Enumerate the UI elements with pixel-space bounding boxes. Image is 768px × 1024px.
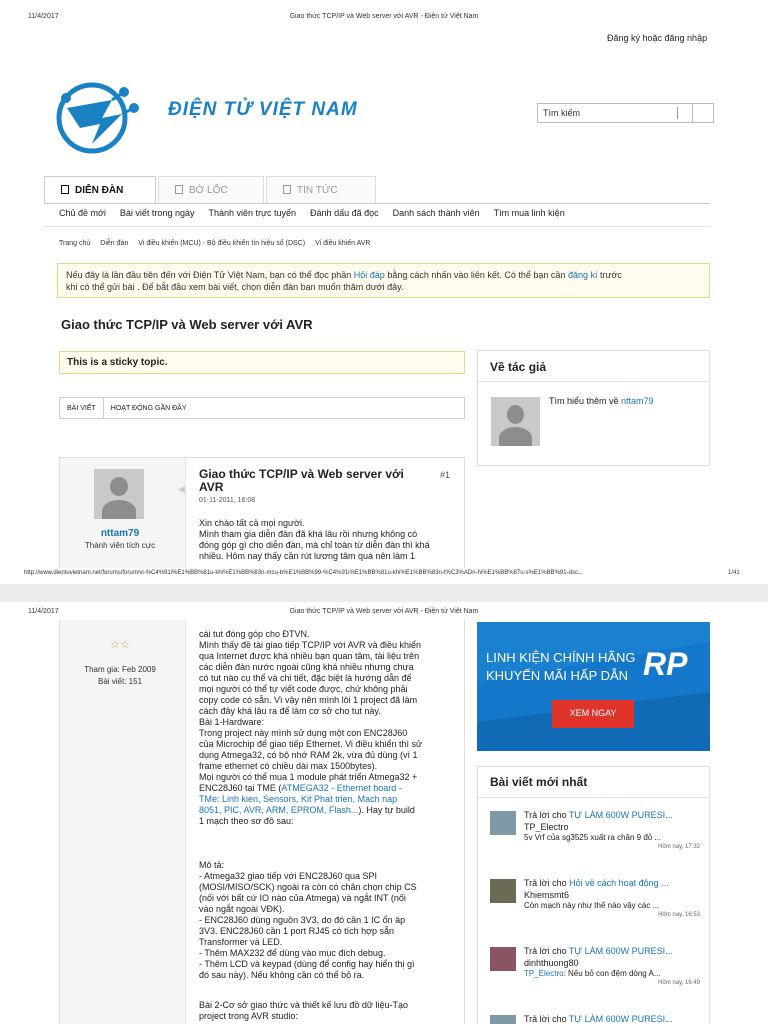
subnav-divider — [44, 226, 710, 227]
subnav-new-topics[interactable]: Chủ đề mới — [59, 208, 106, 218]
post-body-lesson2: Bài 2-Cơ sở giao thức và thiết kế lưu đồ dữ liệu-Tạo project trong AVR studio: — [199, 1000, 408, 1021]
post-container — [59, 457, 465, 568]
latest-item[interactable] — [490, 943, 700, 993]
item-topic-link[interactable]: Hỏi về cách hoạt động ... — [569, 878, 669, 888]
login-link[interactable]: Đăng ký hoặc đăng nhập — [607, 33, 708, 43]
welcome-notice — [57, 263, 710, 298]
breadcrumb-avr[interactable]: Vi điều khiển AVR — [315, 240, 371, 247]
post-title: Giao thức TCP/IP và Web server với AVR — [199, 467, 404, 494]
breadcrumb-home[interactable]: Trang chủ — [59, 240, 91, 247]
subnav-online-members[interactable]: Thành viên trực tuyến — [208, 208, 297, 218]
thread-title: Giao thức TCP/IP và Web server với AVR — [61, 317, 313, 332]
print-header-title: Giao thức TCP/IP và Web server với AVR - Điện tử Việt Nam — [289, 13, 479, 20]
ad-line1: LINH KIỆN CHÍNH HÃNG — [486, 650, 636, 665]
tme-product-link[interactable]: ATMEGA32 - Ethernet board - TMe: Linh kien, Sensors, Kit Phat trien, Mach nap 8051, PIC, AVR, ARM, EPROM, Flash... — [199, 783, 402, 815]
subnav-buy-parts[interactable]: Tìm mua linh kiện — [493, 208, 565, 218]
item-time: Hôm nay, 16:53 — [658, 912, 700, 918]
item-desc: : Nếu bỏ con đệm dòng A... — [563, 969, 661, 978]
post-date: 01-11-2011, 16:08 — [199, 497, 256, 504]
item-action: Trả lời cho — [524, 810, 569, 820]
tab-forum[interactable] — [44, 176, 156, 203]
ad-banner[interactable] — [477, 622, 710, 751]
item-thumbnail — [490, 1015, 516, 1024]
card-divider — [478, 381, 709, 382]
notice-text: bằng cách nhấn vào liên kết. Có thể bạn cần — [384, 270, 568, 280]
item-user-link[interactable]: TP_Electro — [524, 822, 569, 832]
print-footer-url: http://www.dientuvietnam.net/forums/forum/vi-%C4%91i%E1%BB%81u-khi%E1%BB%83n-mcu-b%E1%BB%99-%C4%91i%E1%BB%81u-khi%E1%BB%83n-t%C3%ADn-hi%E1%BB%87u-s%E1%BB%91-dsc... — [24, 570, 583, 576]
latest-item[interactable] — [490, 875, 700, 925]
card-divider — [478, 797, 709, 798]
post-body-description: Mô tả: - Atmega32 giao tiếp với ENC28J60 qua SPI (MOSI/MISO/SCK) ngoài ra còn có chân chọn chip CS (nối với bất cứ IO nào của Atmega) và ngắt INT (nối vào ngắt ngoài VĐK). - ENC28J60 dùng nguồn 3V3, do đó cần 1 IC ổn áp 3V3. ENC28J60 cần 1 port RJ45 có tích hợp sẵn Transformer và LED. - Thêm MAX232 để dùng vào mục đích debug. - Thêm LCD và keypad (dùng để config hay hiển thị gì đó sau này). Nếu không cần có thể bỏ ra. — [199, 860, 417, 980]
poster-username[interactable]: nttam79 — [100, 528, 140, 539]
page-break — [0, 584, 768, 602]
post-body-text: ). Hay tự build 1 mạch theo sơ đồ sau: — [199, 805, 415, 826]
poster-avatar[interactable] — [94, 469, 144, 519]
latest-item[interactable] — [490, 807, 700, 857]
tab-news-label: TIN TỨC — [297, 185, 338, 196]
forum-icon — [61, 185, 69, 194]
author-card-heading: Về tác giả — [490, 360, 547, 374]
post-number[interactable]: #1 — [440, 470, 451, 480]
post-body-text: cái tut đóng góp cho ĐTVN. Mình thấy đề tài giao tiếp TCP/IP với AVR và điều khiển qua Internet được khá nhiều bạn quan tâm, tài liệu trên các diễn đàn nước ngoài cũng khá nhiều nhưng chưa có tut nào cụ thể và chi tiết, đặc biệt là hướng dẫn để mọi người có thể tự viết code được, chứ không phải copy code có sẵn. Vì vậy nên mình lôi 1 project đã làm cách đây khá lâu ra để làm cơ sở cho tut này. Bài 1-Hardware: Trong project này mình sử dụng một con ENC28J60 của Microchip để giao tiếp Ethernet. Vi điều khiển thì sử dụng Atmega32, có bộ nhớ RAM 2k, vừa đủ dùng (vì 1 frame ethernet có chiều dài max 1500bytes). Mọi người có thể mua 1 module phát triển Atmega32 + ENC28J60 tại TME ( — [199, 629, 422, 793]
rank-stars-icon: ☆☆ — [110, 639, 130, 651]
register-link[interactable]: đăng kí — [567, 270, 598, 280]
item-desc: Còn mạch này như thế nào vậy các ... — [524, 901, 660, 910]
item-topic-link[interactable]: TỰ LÀM 600W PURESI... — [568, 810, 673, 820]
chevron-left-icon: ◀ — [178, 484, 185, 494]
post-tabs — [59, 397, 465, 419]
item-user-link[interactable]: Khiemsmt6 — [524, 890, 570, 900]
author-more-label: Tìm hiểu thêm về — [549, 396, 622, 406]
site-name[interactable]: ĐIỆN TỬ VIỆT NAM — [168, 99, 358, 120]
author-card — [477, 350, 710, 466]
item-time: Hôm nay, 17:32 — [658, 844, 700, 850]
item-action: Trả lời cho — [524, 878, 570, 888]
subnav-member-list[interactable]: Danh sách thành viên — [392, 208, 480, 218]
print-header-title-2: Giao thức TCP/IP và Web server với AVR - Điện tử Việt Nam — [289, 608, 479, 615]
item-thumbnail — [490, 947, 516, 971]
item-thumbnail — [490, 811, 516, 835]
latest-posts-heading: Bài viết mới nhất — [490, 775, 588, 789]
item-time: Hôm nay, 16:49 — [658, 980, 700, 986]
search-input[interactable] — [537, 103, 693, 123]
subnav-today-posts[interactable]: Bài viết trong ngày — [119, 208, 195, 218]
item-thumbnail — [490, 879, 516, 903]
poster-joined: Tham gia: Feb 2009 — [84, 665, 156, 674]
sub-navigation — [59, 208, 579, 218]
tab-blogs-label: BỜ LỐC — [189, 185, 228, 196]
item-topic-link[interactable]: TỰ LÀM 600W PURESI... — [568, 946, 673, 956]
author-more-text — [549, 396, 654, 406]
notice-text: Nếu đây là lần đầu tiên đến với Điện Tử Việt Nam, bạn có thể đọc phần — [66, 270, 354, 280]
author-profile-link[interactable]: nttam79 — [621, 396, 654, 406]
post-container-continued — [59, 620, 465, 1024]
site-logo[interactable] — [52, 78, 162, 154]
item-topic-link[interactable]: TỰ LÀM 600W PURESI... — [568, 1014, 673, 1024]
breadcrumb-mcu[interactable]: Vi điều khiển (MCU) - Bộ điều khiển tín hiệu số (DSC) — [138, 240, 306, 247]
tab-blogs[interactable] — [158, 176, 264, 203]
notice-text: trước — [597, 270, 622, 280]
sticky-notice: This is a sticky topic. — [59, 351, 465, 374]
breadcrumb — [59, 237, 380, 247]
news-icon — [283, 185, 291, 194]
logo-emblem-icon — [52, 78, 162, 154]
text-cursor — [677, 107, 678, 119]
blog-icon — [175, 185, 183, 194]
print-header-date-2: 11/4/2017 — [28, 608, 59, 615]
search-button[interactable] — [692, 103, 714, 123]
nav-divider — [44, 203, 710, 204]
item-user-link[interactable]: dinhthuong80 — [524, 958, 579, 968]
latest-item[interactable] — [490, 1011, 700, 1024]
ad-line2: KHUYẾN MÃI HẤP DẪN — [486, 668, 629, 683]
item-desc: 5v Vrf của sg3525 xuất ra chân 9 đỏ ... — [524, 833, 662, 842]
post-body-part1: Xin chào tất cả mọi người. Mình tham gia diễn đàn đã khá lâu rồi nhưng không có đóng góp gì cho diễn đàn, mà chỉ toàn từ diễn đàn thì khá nhiều. Hôm nay thấy cần rút lương tâm quá nên làm 1 — [199, 518, 430, 561]
tab-forum-label: DIỄN ĐÀN — [75, 185, 124, 196]
search-placeholder: Tìm kiếm — [543, 108, 580, 118]
item-action: Trả lời cho — [524, 946, 569, 956]
poster-post-count: Bài viết: 151 — [97, 677, 143, 686]
print-footer-page: 1/41 — [728, 570, 740, 576]
print-header-date: 11/4/2017 — [28, 13, 59, 20]
author-avatar[interactable] — [491, 397, 540, 446]
ad-cta-button[interactable]: XEM NGAY — [552, 700, 634, 728]
ad-background-shape — [477, 622, 710, 751]
item-action: Trả lời cho — [524, 1014, 569, 1024]
tab-posts[interactable]: BÀI VIẾT — [60, 398, 104, 419]
poster-role: Thành viên tích cực — [84, 541, 156, 550]
latest-posts-card — [477, 766, 710, 1024]
subnav-mark-read[interactable]: Đánh dấu đã đọc — [310, 208, 379, 218]
ad-logo: RP — [643, 646, 688, 682]
breadcrumb-forum[interactable]: Diễn đàn — [100, 240, 129, 247]
tab-recent-activity[interactable]: HOẠT ĐỘNG GẦN ĐÂY — [110, 405, 187, 412]
faq-link[interactable]: Hỏi đáp — [353, 270, 385, 280]
notice-text-line2: khi có thể gửi bài . Để bắt đầu xem bài viết, chọn diễn đàn bạn muốn thăm dưới đây. — [66, 282, 404, 292]
tab-news[interactable] — [266, 176, 376, 203]
post-body-part2 — [199, 629, 461, 827]
item-desc-user-link[interactable]: TP_Electro — [524, 969, 564, 978]
